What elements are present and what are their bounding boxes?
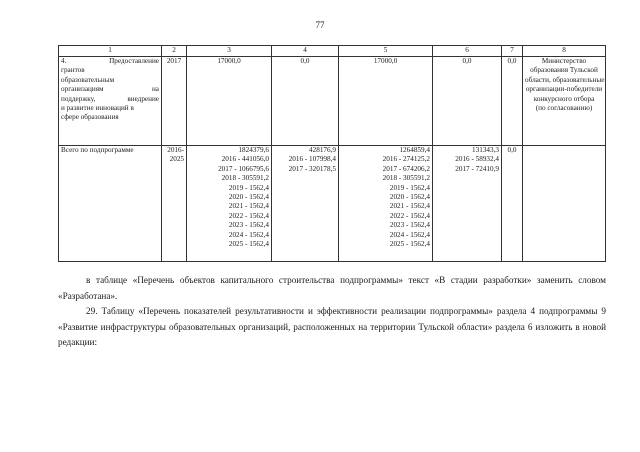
column-header: 6 (433, 46, 502, 57)
regional-cell: 17000,0 (339, 57, 433, 146)
column-header: 3 (187, 46, 272, 57)
measure-name-cell: 4. Предоставление грантов образовательным организациям на поддержку, внедрение и развитие инноваций в сфере образования (59, 57, 162, 146)
local-by-year-cell: 131343,3 2016 - 58932,4 2017 - 72410,9 (433, 146, 502, 262)
paragraph-item-29: 29. Таблицу «Перечень показателей результативности и эффективности реализации подпрограммы» раздела 4 подпрограммы 9 «Развитие инфраструктуры образовательных организаций, расположенных на территории Тульской области» раздела 6 изложить в новой редакции: (58, 306, 606, 347)
executor-cell (523, 146, 606, 262)
federal-by-year-cell: 428176,9 2016 - 107998,4 2017 - 320178,5 (272, 146, 339, 262)
subprogram-table (58, 45, 606, 262)
regional-by-year-cell: 1264859,4 2016 - 274125,2 2017 - 674206,2 2018 - 305591,2 2019 - 1562,4 2020 - 1562,4 2021 - 1562,4 2022 - 1562,4 2023 - 1562,4 2024 - 1562,4 2025 - 1562,4 (339, 146, 433, 262)
other-cell: 0,0 (502, 146, 523, 262)
column-header: 5 (339, 46, 433, 57)
executor-cell: Министерство образования Тульской области, образовательные организации-победители конкурсного отбора (по согласованию) (523, 57, 606, 146)
paragraph-capital-construction: в таблице «Перечень объектов капитального строительства подпрограммы» текст «В стадии разработки» заменить словом «Разработана». (58, 275, 606, 301)
column-header: 4 (272, 46, 339, 57)
table-row (59, 146, 606, 262)
table-header-row (59, 46, 606, 57)
total-by-year-cell: 1824379,6 2016 - 441056,0 2017 - 1066795,6 2018 - 305591,2 2019 - 1562,4 2020 - 1562,4 2021 - 1562,4 2022 - 1562,4 2023 - 1562,4 2024 - 1562,4 2025 - 1562,4 (187, 146, 272, 262)
other-cell: 0,0 (502, 57, 523, 146)
subprogram-total-label: Всего по подпрограмме (59, 146, 162, 262)
column-header: 7 (502, 46, 523, 57)
column-header: 8 (523, 46, 606, 57)
total-cell: 17000,0 (187, 57, 272, 146)
table-row (59, 57, 606, 146)
year-cell: 2017 (162, 57, 187, 146)
period-cell: 2016- 2025 (162, 146, 187, 262)
column-header: 2 (162, 46, 187, 57)
page-number: 77 (315, 20, 325, 30)
federal-cell: 0,0 (272, 57, 339, 146)
local-cell: 0,0 (433, 57, 502, 146)
column-header: 1 (59, 46, 162, 57)
